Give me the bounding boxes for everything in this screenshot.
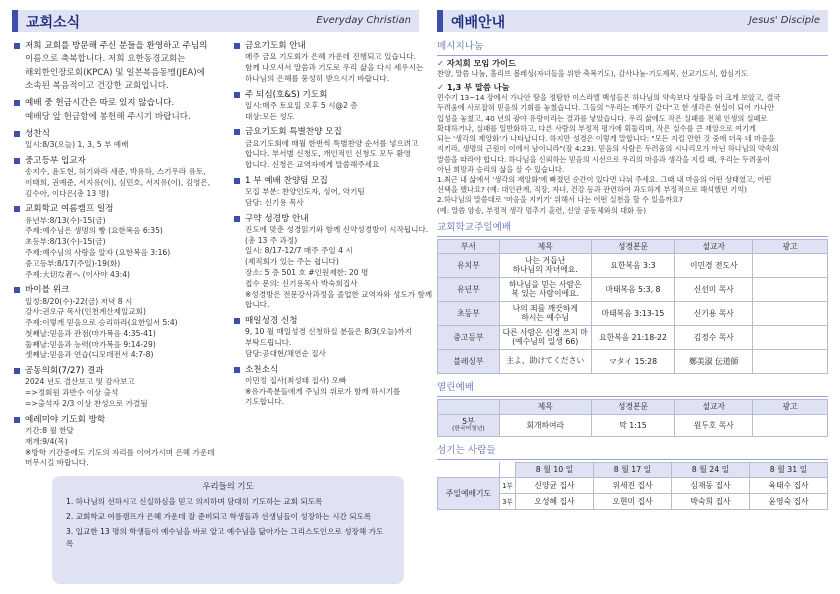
- news-item: [14, 40, 229, 93]
- news-line: 이태희, 권예준, 서지유(이), 심민호, 서지유(이), 김영은,: [25, 177, 211, 187]
- news-line: 함께 나오셔서 말씀과 기도로 우리 삶을 다시 세우시는: [245, 62, 424, 72]
- title-line: 복 있는 사람이에요.: [511, 289, 580, 299]
- notice-cell: [753, 325, 828, 349]
- date-header: 8 월 17 일: [594, 462, 672, 477]
- date-header: 8 월 10 일: [516, 462, 594, 477]
- news-line: 기도합니다.: [245, 397, 285, 407]
- title-line: 하나님을 믿는 사람은: [508, 279, 582, 289]
- dept-cell: 블레싱부: [438, 349, 500, 373]
- notice-cell: [753, 253, 828, 277]
- table-row: [438, 349, 828, 373]
- news-line: 담당: 신기용 목사: [245, 197, 304, 207]
- sermon-text: [437, 93, 828, 216]
- news-item-body: [234, 139, 419, 171]
- news-line: 합니다.: [245, 300, 270, 310]
- news-item: [234, 126, 419, 171]
- name-cell: 윤영숙 집사: [750, 493, 828, 509]
- column-header: 설교자: [675, 239, 753, 253]
- notice-cell: [753, 277, 828, 301]
- prayer-item: 1. 하나님의 선하시고 신실하심을 믿고 의지하며 담대히 기도하는 교회 되도록: [66, 496, 323, 506]
- preacher-cell: 신선미 목사: [675, 277, 753, 301]
- news-line: 주제:이렇게 믿음으로 승리하라(요한일서 5:4): [25, 318, 178, 328]
- guide-text: 찬양, 말씀 나눔, 홀리브 볼레싱(자녀들을 위한 축복기도), 감사나눔-기도제목, 선교기도식, 합심기도: [437, 69, 748, 78]
- news-line: (제직회가 있는 주는 쉽니다): [245, 257, 339, 267]
- news-item-title: 저희 교회를 방문해 주신 분들을 환영하고 주님의: [14, 40, 229, 53]
- divider: [437, 55, 828, 56]
- prayer-item: 2. 교회학교 여름캠프가 은혜 가운데 잘 준비되고 학생들과 선생님들이 성장하는 시간 되도록: [66, 512, 372, 521]
- news-item-body: [14, 377, 229, 409]
- news-line: 일정:8/20(수)-22(금) 저녁 8 시: [25, 296, 133, 306]
- news-item-body: [14, 53, 229, 93]
- news-item-body: [234, 187, 419, 209]
- news-line: 일시:매주 토요일 오후 5 시@2 층: [245, 100, 358, 110]
- title-cell: [499, 253, 591, 277]
- column-header: 제목: [499, 239, 591, 253]
- sermon-line: 지키라, 생명의 근원이 이에서 남이니라"(잠 4:23). 믿음의 사람은 두려움의 시나리오가 아닌 하나님의 약속의: [437, 144, 779, 154]
- title-line: 하시는 예수님: [521, 313, 570, 323]
- column-header: 광고: [753, 239, 828, 253]
- news-item: [234, 40, 424, 85]
- news-item-body: [14, 167, 229, 199]
- news-item: [234, 315, 419, 360]
- sermon-line: 두려움에 사로잡혀 믿음의 기회를 놓쳤습니다. 그들의 "우리는 메뚜기 같다"고 한 생각은 현실이 되어 가나안: [437, 103, 775, 113]
- sermon-line: 확대하거나, 실패를 일반화하고, 다른 사람의 부정적 평가에 휘둘리며, 작은 실수를 큰 재앙으로 여기게: [437, 123, 756, 133]
- servers-table: [437, 462, 828, 510]
- news-line: 대상:모든 성도: [245, 111, 294, 121]
- news-line: 주제:예수님의 사랑을 알자 (요한복음 3:16): [25, 247, 171, 257]
- open-worship-table: [437, 399, 828, 437]
- church-news-header: [12, 10, 419, 32]
- news-item: [14, 155, 229, 200]
- dept-cell: 중고등부: [438, 325, 500, 349]
- title-line: 다른 사람은 신경 쓰지 마: [502, 327, 588, 337]
- news-line: 이름으로 축복합니다. 저희 요한동경교회는: [25, 54, 186, 65]
- column-header: 부서: [438, 239, 500, 253]
- news-item-title: 소천소식: [234, 364, 419, 376]
- news-line: 중고등부:8/17(주일)-19(화): [25, 258, 121, 268]
- title-line: 나의 죄를 깨끗하게: [512, 303, 578, 313]
- preacher-cell: 신기용 목사: [675, 301, 753, 325]
- title-line: 主よ、助けてください: [506, 356, 585, 366]
- news-item: [14, 365, 229, 410]
- preacher-cell: 김정수 목사: [675, 325, 753, 349]
- sermon-line: 입성을 놓쳤고, 40 년의 광야 유랑이라는 결과를 낳았습니다. 우리 삶에도 작은 실패를 전체 인생의 실패로: [437, 113, 768, 123]
- news-item: [234, 364, 419, 409]
- check-icon: ✓: [437, 58, 444, 68]
- news-line: 소속된 복음적이고 건강한 교회입니다.: [25, 80, 169, 91]
- text-cell: 마태복음 5:3, 8: [591, 277, 675, 301]
- dept-cell: 유치부: [438, 253, 500, 277]
- name-cell: 위세진 집사: [594, 477, 672, 493]
- news-line: 금요기도회에 매월 한번씩 특별찬양 순서를 넣으려고: [245, 138, 419, 148]
- date-header: 8 월 24 일: [672, 462, 750, 477]
- open-text: 막 1:15: [591, 414, 675, 436]
- news-item-title: 예레미야 기도회 방학: [14, 414, 229, 426]
- news-line: ※방학 기간중에도 기도의 자리를 이어가시며 은혜 가운데: [25, 447, 215, 457]
- news-line: 김수아, 이다은(총 13 명): [25, 188, 109, 198]
- news-line: 둘째날:믿음과 능력(마가복음 9:14-29): [25, 339, 156, 349]
- news-item-title: 성찬식: [14, 128, 229, 140]
- column-header: [438, 399, 500, 414]
- news-item-title: 매일성경 신청: [234, 315, 419, 327]
- news-item-title: 금요기도회 특별찬양 모집: [234, 126, 419, 138]
- news-item-body: [234, 376, 419, 408]
- column-header: 성경본문: [591, 239, 675, 253]
- news-line: 진도에 맞춘 성경읽기와 함께 신약성경방이 시작됩니다.: [245, 224, 429, 234]
- prayer-box: [52, 476, 404, 584]
- news-line: =>정회원 과반수 이상 출석: [25, 388, 119, 398]
- sermon-line: 아닌 희망과 승리의 삶을 살 수 있습니다.: [437, 164, 565, 174]
- news-item: [14, 203, 229, 280]
- title-line: 나는 거듭난: [525, 255, 566, 265]
- preacher-cell: 이민경 전도사: [675, 253, 753, 277]
- divider: [437, 459, 828, 460]
- part-cell: 3부: [500, 493, 516, 509]
- news-line: 접수 문의: 신기용목사 박숙희집사: [245, 278, 358, 288]
- worship-title: 예배안내: [451, 15, 506, 31]
- news-line: 주제:예수님은 생명의 빵 (요한복음 6:35): [25, 226, 163, 236]
- sermon-line: 1.최근 내 삶에서 '생각의 재앙화'에 빠졌던 순간이 있다면 나눠 주세요. 그때 내 마음의 어떤 상태였고, 어떤: [437, 174, 772, 184]
- open-dept: 5부 (한국어청년): [438, 414, 500, 436]
- news-line: 일시: 8/17-12/7 매주 주일 4 시: [245, 246, 353, 256]
- news-item-body: [234, 327, 419, 359]
- news-line: 장소: 5 층 501 호 #인원제한: 20 명: [245, 267, 369, 277]
- news-item-title: 공동의회(7/27) 결과: [14, 365, 229, 377]
- news-line: 기간:8 월 한달: [25, 425, 74, 435]
- title-line: 하나님의 자녀에요.: [512, 265, 578, 275]
- news-line: ※유가족분들에게 주님의 위로가 함께 하시기를: [245, 386, 401, 396]
- news-line: 첫째날:믿음과 관점(마가복음 4:35-41): [25, 328, 156, 338]
- news-line: 송지수, 윤도현, 허기와라 세준, 박유하, 스기우라 유토,: [25, 167, 206, 177]
- news-item-title: 1 부 예배 찬양팀 모집: [234, 175, 419, 187]
- news-item-body: [14, 216, 229, 281]
- open-notice: [753, 414, 828, 436]
- column-header: 설교자: [675, 399, 753, 414]
- name-cell: 신양균 집사: [516, 477, 594, 493]
- school-table: [437, 239, 828, 374]
- part-cell: 1부: [500, 477, 516, 493]
- news-item: [234, 175, 419, 209]
- divider: [437, 396, 828, 397]
- title-cell: [499, 349, 591, 373]
- news-item-title: 주 되심(호&S) 기도회: [234, 89, 419, 101]
- name-cell: 오현미 집사: [594, 493, 672, 509]
- text-cell: 요한복음 3:3: [591, 253, 675, 277]
- news-item-body: [234, 101, 419, 123]
- news-line: (총 13 주 과정): [245, 235, 298, 245]
- title-cell: [499, 277, 591, 301]
- news-item-body: [14, 140, 229, 151]
- dept-cell: 초등부: [438, 301, 500, 325]
- worship-header: [437, 10, 828, 32]
- divider: [437, 236, 828, 237]
- news-item-title: 중고등부 입교자: [14, 155, 229, 167]
- news-item-title: 바이블 위크: [14, 284, 229, 296]
- news-item-body: [234, 52, 424, 84]
- text-cell: 요한복음 21:18-22: [591, 325, 675, 349]
- column-header: 광고: [753, 399, 828, 414]
- news-line: 일시:8/3(오늘) 1, 3, 5 부 예배: [25, 140, 129, 150]
- prayer-item: 3. 입교한 13 명의 학생들이 예수님을 바로 알고 예수님을 닮아가는 그리스도인으로 성장해 가도록: [66, 527, 384, 548]
- check-icon: ✓: [437, 82, 444, 93]
- column-header: 제목: [499, 399, 591, 414]
- title-line: (예수님의 일생 66): [512, 337, 579, 347]
- news-line: 셋째날:믿음과 연습(디모데전서 4:7-8): [25, 350, 154, 360]
- sermon-section-title: 메시지나눔: [437, 41, 484, 52]
- sermon-line: 말씀을 따라야 합니다. 하나님을 신뢰하는 믿음의 시선으로 우리의 마음과 생각을 지킬 때, 우리는 두려움이: [437, 154, 770, 164]
- worship-panel: [437, 10, 828, 584]
- church-news-title: 교회소식: [26, 15, 81, 31]
- open-title: 회개하여라: [499, 414, 591, 436]
- sermon-title: 1,3 부 말씀 나눔: [446, 82, 510, 93]
- news-line: 매주 금요 기도회가 은혜 가운데 진행되고 있습니다.: [245, 52, 416, 62]
- name-cell: 오성혜 집사: [516, 493, 594, 509]
- news-item: [14, 128, 229, 151]
- table-row: [438, 325, 828, 349]
- news-item-title: 예배 중 헌금시간은 따로 있지 않습니다.: [14, 97, 229, 110]
- news-item-body: [14, 297, 229, 362]
- table-row: [438, 477, 828, 493]
- news-item-body: [14, 426, 229, 469]
- news-item: [234, 89, 419, 123]
- news-line: 예배당 앞 헌금함에 봉헌해 주시기 바랍니다.: [25, 111, 191, 122]
- news-line: 9, 10 월 매일성경 신청하실 분들은 8/3(오늘)까지: [245, 327, 412, 337]
- date-header: 8 월 31 일: [750, 462, 828, 477]
- text-cell: マタイ 15:28: [591, 349, 675, 373]
- news-column-2: [234, 40, 433, 412]
- sermon-line: 되는 '생각의 재앙화'가 나타납니다. 하지만 성경은 이렇게 말합니다: "모든 지킬 만한 것 중에 더욱 네 마음을: [437, 134, 775, 144]
- news-item: [14, 97, 229, 124]
- news-item: [234, 213, 433, 311]
- open-section-title: 열린예배: [437, 381, 475, 393]
- church-news-subtitle: Everyday Christian: [316, 15, 411, 26]
- news-line: 머무시길 바랍니다.: [25, 458, 89, 468]
- role-cell: 주일예배기도: [438, 477, 500, 509]
- news-line: 담당:공대현/채연순 집사: [245, 348, 326, 358]
- news-line: 유년부:8/13(수)-15(금): [25, 215, 106, 225]
- dept-cell: 유년부: [438, 277, 500, 301]
- notice-cell: [753, 301, 828, 325]
- guide-title: 자치회 모임 가이드: [446, 58, 516, 68]
- title-cell: [499, 301, 591, 325]
- news-line: 재개:9/4(목): [25, 436, 68, 446]
- news-item-title: 금요기도회 안내: [234, 40, 419, 52]
- name-cell: 심재동 집사: [672, 477, 750, 493]
- news-item: [14, 284, 229, 361]
- notice-cell: [753, 349, 828, 373]
- sermon-line: 민수기 13~14 장에서 가나안 땅을 정탐한 이스라엘 백성들은 하나님의 약속보다 상황을 더 크게 보았고, 결국: [437, 93, 781, 103]
- news-line: 합니다. 신청은 교역자에게 말씀해주세요: [245, 160, 380, 170]
- news-item: [14, 414, 229, 469]
- news-item-body: [234, 224, 433, 311]
- news-item-title: 교회학교 여름캠프 일정: [14, 203, 229, 215]
- news-line: 강사:권오규 목사(인천계산제일교회): [25, 307, 146, 317]
- news-column-1: [14, 40, 229, 473]
- sermon-line: 선택을 했나요? (예: 대인관계, 직장, 자녀, 건강 등과 관련하여 과도하게 부정적으로 해석했던 기억): [437, 185, 747, 195]
- column-header: 성경본문: [591, 399, 675, 414]
- table-row: [438, 277, 828, 301]
- name-cell: 육태수 집사: [750, 477, 828, 493]
- news-line: 모집 부분: 찬양인도자, 싱어, 악기팀: [245, 187, 365, 197]
- news-line: 주제:大切な者へ (이사야 43:4): [25, 269, 131, 279]
- news-item-body: [14, 111, 229, 124]
- servers-section-title: 섬기는 사람들: [437, 444, 496, 456]
- sermon-line: (예: 말씀 암송, 부정적 생각 멈추기 훈련, 신앙 공동체와의 대화 등): [437, 205, 647, 215]
- table-row: [438, 301, 828, 325]
- name-cell: 박숙희 집사: [672, 493, 750, 509]
- prayer-title: 우리들의 기도: [202, 481, 254, 491]
- open-preacher: 원두호 목사: [675, 414, 753, 436]
- news-line: =>출석자 2/3 이상 찬성으로 가결됨: [25, 398, 148, 408]
- news-line: 이민정 집사(최성태 집사) 오빠: [245, 375, 347, 385]
- sermon-line: 2.하나님의 말씀대로 '마음을 지키기' 위해서 나는 어떤 실천을 할 수 있을까요?: [437, 195, 683, 205]
- guide-heading: [437, 58, 828, 69]
- table-row: [438, 414, 828, 436]
- church-news-panel: [12, 10, 433, 584]
- news-line: 합니다. 부서별 신청도, 개인적인 신청도 모두 환영: [245, 149, 412, 159]
- text-cell: 마태복음 3:13-15: [591, 301, 675, 325]
- news-line: 2024 년도 결산보고 및 감사보고: [25, 377, 135, 387]
- title-cell: [499, 325, 591, 349]
- news-item-title: 구약 성경방 안내: [234, 213, 419, 225]
- worship-subtitle: Jesus' Disciple: [748, 15, 820, 26]
- sermon-heading: [437, 82, 828, 93]
- news-line: 부탁드립니다.: [245, 338, 292, 348]
- news-line: ※성경방은 전문강사과정을 졸업한 교역자와 성도가 함께: [245, 289, 433, 299]
- school-section-title: 교회학교주일예배: [437, 221, 512, 233]
- news-columns: [12, 40, 433, 480]
- news-line: 하나님의 은혜를 풍성히 받으시기 바랍니다.: [245, 73, 390, 83]
- table-row: [438, 253, 828, 277]
- news-line: 초등부:8/13(수)-15(금): [25, 237, 106, 247]
- news-line: 해외한인장로회(KPCA) 및 일본복음동맹(JEA)에: [25, 67, 205, 78]
- preacher-cell: 鄭美淑 伝道師: [675, 349, 753, 373]
